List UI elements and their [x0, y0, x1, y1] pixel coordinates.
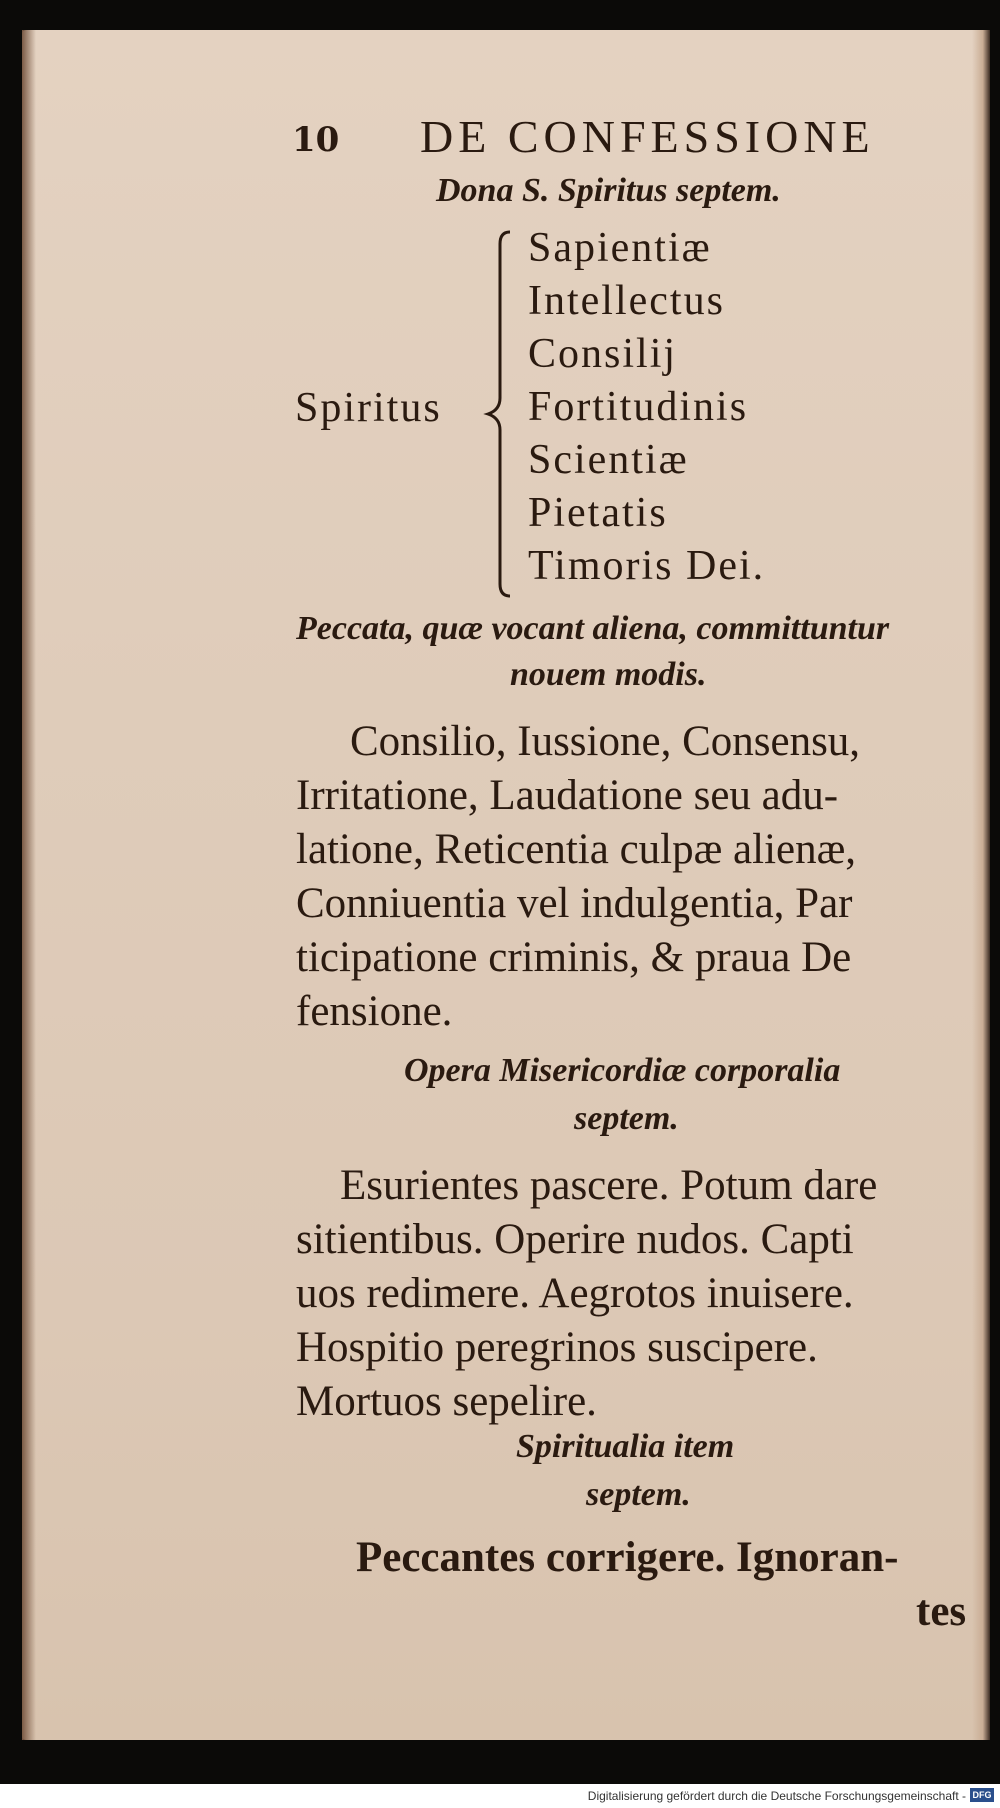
dona-item: Intellectus	[528, 278, 725, 324]
peccata-heading: Peccata, quæ vocant aliena, committuntur	[296, 610, 890, 647]
page-edge	[972, 30, 990, 1740]
dona-item: Scientiæ	[528, 437, 689, 483]
opera-text-line: Esurientes pascere. Potum dare	[340, 1162, 878, 1209]
digitization-credit: Digitalisierung gefördert durch die Deutsche Forschungsgemeinschaft -	[587, 1789, 966, 1803]
peccata-text-line: Consilio, Iussione, Consensu,	[350, 718, 861, 765]
spiritualia-heading: septem.	[586, 1476, 691, 1513]
opera-text-line: Hospitio peregrinos suscipere.	[296, 1324, 818, 1371]
peccata-text-line: Conniuentia vel indulgentia, Par	[296, 880, 853, 927]
dona-item: Timoris Dei.	[528, 543, 766, 589]
page-gutter-shadow	[22, 30, 36, 1740]
opera-text-line: sitientibus. Operire nudos. Capti	[296, 1216, 854, 1263]
page-number: 10	[292, 120, 340, 160]
dfg-logo: DFG	[970, 1788, 994, 1802]
peccata-heading: nouem modis.	[510, 656, 707, 693]
dona-item: Fortitudinis	[528, 384, 749, 430]
peccata-text-line: latione, Reticentia culpæ alienæ,	[296, 826, 857, 873]
opera-text-line: Mortuos sepelire.	[296, 1378, 597, 1425]
dona-item: Sapientiæ	[528, 225, 712, 271]
peccata-text-line: fensione.	[296, 988, 453, 1035]
peccata-text-line: Irritatione, Laudatione seu adu-	[296, 772, 839, 819]
spiritualia-heading: Spiritualia item	[516, 1428, 735, 1465]
running-head: DE CONFESSIONE	[420, 111, 875, 162]
dona-item: Consilij	[528, 331, 678, 377]
peccata-text-line: ticipatione criminis, & praua De	[296, 934, 852, 981]
catchword: tes	[916, 1588, 967, 1635]
dona-item: Pietatis	[528, 490, 668, 536]
opera-heading: septem.	[574, 1100, 679, 1137]
opera-text-line: uos redimere. Aegrotos inuisere.	[296, 1270, 854, 1317]
spiritualia-text-line: Peccantes corrigere. Ignoran-	[356, 1534, 899, 1581]
curly-brace-icon	[480, 228, 520, 600]
opera-heading: Opera Misericordiæ corporalia	[404, 1052, 841, 1089]
dona-heading: Dona S. Spiritus septem.	[436, 172, 781, 209]
brace-label: Spiritus	[295, 385, 442, 431]
